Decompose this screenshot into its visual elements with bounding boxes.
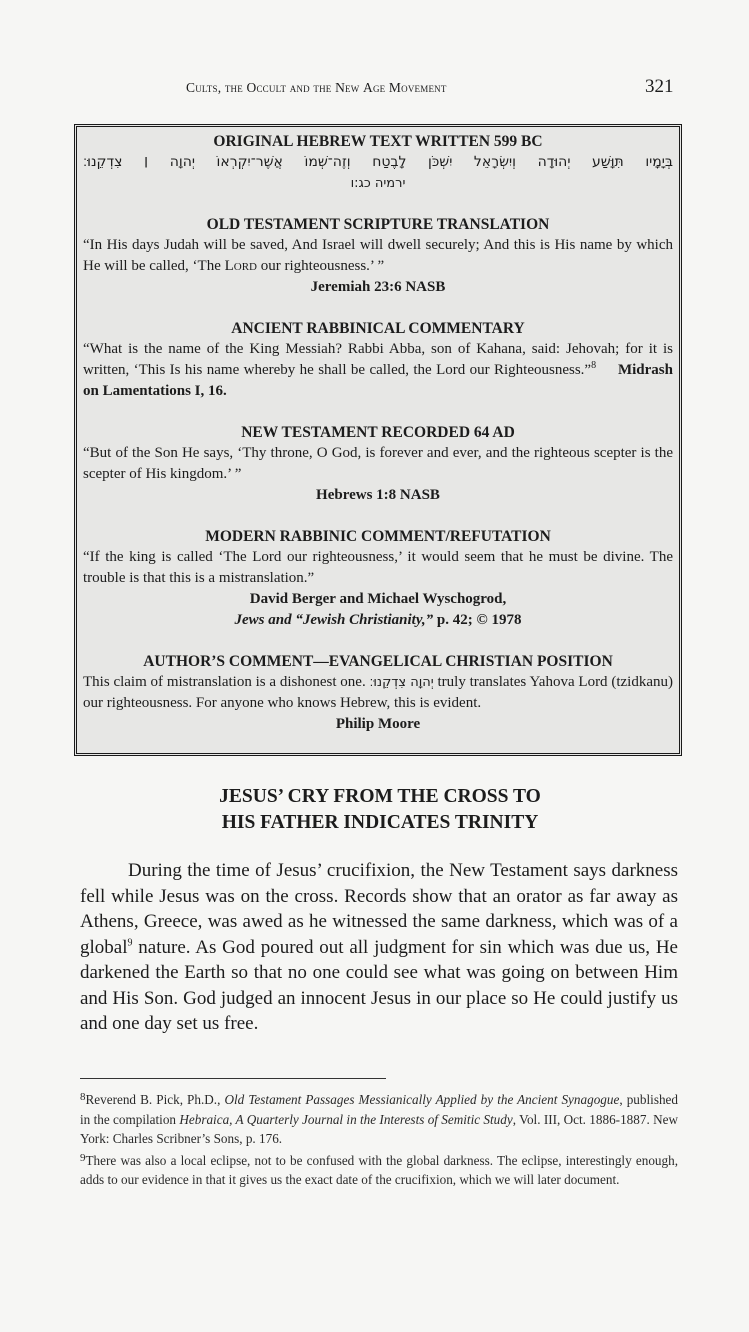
running-head-part: ccult and the xyxy=(256,80,336,95)
section-title: OLD TESTAMENT SCRIPTURE TRANSLATION xyxy=(206,216,550,233)
quote-text xyxy=(83,235,673,277)
footnote-ref: 8 xyxy=(591,360,597,371)
running-head-part: ew xyxy=(345,80,363,95)
section-title: ORIGINAL HEBREW TEXT WRITTEN 599 BC xyxy=(213,133,543,150)
page-number: 321 xyxy=(645,76,674,97)
quote-text: “If the king is called ‘The Lord our righteousness,’ it would seem that he must be divine. The trouble is that this is a mistranslation.” xyxy=(83,549,673,586)
footnote-part: , Vol. III, Oct. 1886-1887. New York: Charles Scribner’s Sons, p. 176. xyxy=(80,1111,678,1146)
signature: Philip Moore xyxy=(335,716,421,732)
running-head-part: ults, the xyxy=(195,80,247,95)
running-head-part: ge xyxy=(372,80,389,95)
section-rabbinical-commentary xyxy=(83,318,673,402)
running-head-initial: O xyxy=(246,80,257,95)
section-author-comment xyxy=(83,651,673,735)
heading-line: JESUS’ CRY FROM THE CROSS TO xyxy=(219,786,541,807)
running-head-initial: A xyxy=(362,80,373,95)
footnote-part: Reverend B. Pick, Ph.D., xyxy=(85,1092,225,1107)
comment-text xyxy=(83,672,673,714)
heading-line: HIS FATHER INDICATES TRINITY xyxy=(221,812,539,833)
footnote-journal: Hebraica, A Quarterly Journal in the Interests of Semitic Study xyxy=(179,1111,513,1127)
small-caps-lord: Lord xyxy=(224,258,257,274)
footnote-9 xyxy=(80,1149,678,1190)
citation: Hebrews 1:8 NASB xyxy=(316,487,440,503)
hebrew-verse: בְּיָמָיו תִּוָּשַׁע יְהוּדָה וְיִשְׂרָאֵל יִשְׁכֹּן לָבֶטַח וְזֶה־שְּׁמוֹ אֲשֶׁר־יִקְרְאוֹ יְהוָה ׀ צִדְקֵנוּ׃ xyxy=(83,154,673,170)
footnotes xyxy=(80,1088,678,1190)
section-ot-translation xyxy=(83,214,673,298)
footnote-number: 9 xyxy=(80,1151,86,1164)
section-modern-refutation xyxy=(83,526,673,631)
footnote-part: There was also a local eclipse, not to be confused with the global darkness. The eclipse, interestingly enough, adds to our evidence in that it gives us the exact date of the crucifixion, which we will later document. xyxy=(80,1152,678,1187)
citation-author: David Berger and Michael Wyschogrod, xyxy=(249,591,507,607)
section-nt-recorded xyxy=(83,422,673,506)
section-title: MODERN RABBINIC COMMENT/REFUTATION xyxy=(205,528,551,545)
footnote-number: 8 xyxy=(80,1091,86,1103)
section-title: NEW TESTAMENT RECORDED 64 AD xyxy=(241,424,515,441)
quote-part: “What is the name of the King Messiah? Rabbi Abba, son of Kahana, said: Jehovah; for it is written, ‘This Is his name whereby he shall be called, the Lord our Righteousness.” xyxy=(83,341,673,378)
quote-part: our righteousness.’ ” xyxy=(257,258,385,274)
running-head-part: ovement xyxy=(401,80,447,95)
paragraph-part: nature. As God poured out all judgment for sin which was due us, He darkened the Earth so that no one could see what was going on between Him and His Son. God judged an innocent Jesus in our place so He could justify us and one day set us free. xyxy=(80,936,678,1034)
citation: Midrash on Lamentations I, 16. xyxy=(83,362,673,399)
citation-work xyxy=(83,610,673,631)
footnote-title: Old Testament Passages Messianically Applied by the Ancient Synagogue xyxy=(224,1092,620,1107)
work-title: Jews and “Jewish Christianity,” xyxy=(234,612,434,628)
quote-text: “But of the Son He says, ‘Thy throne, O God, is forever and ever, and the righteous scepter is the scepter of His kingdom.’ ” xyxy=(83,445,673,482)
section-heading xyxy=(80,784,680,836)
running-head-initial: M xyxy=(388,80,402,95)
work-details: p. 42; © 1978 xyxy=(433,612,522,628)
section-title: ANCIENT RABBINICAL COMMENTARY xyxy=(231,320,525,337)
comment-part: truly translates Yahova Lord (tzidkanu) our righteousness. For anyone who knows Hebrew, this is evident. xyxy=(83,674,673,711)
section-title: AUTHOR’S COMMENT—EVANGELICAL CHRISTIAN POSITION xyxy=(143,653,613,670)
footnote-part: , published in the compilation xyxy=(80,1092,678,1127)
quote-part: “In His days Judah will be saved, And Israel will dwell securely; And this is His name by which He will be called, ‘The xyxy=(83,237,673,274)
footnote-8 xyxy=(80,1088,678,1149)
running-head-initial: N xyxy=(335,80,346,95)
quote-text xyxy=(83,339,673,402)
comparison-box xyxy=(74,124,682,756)
paragraph-part: During the time of Jesus’ crucifixion, the New Testament says darkness fell while Jesus was on the cross. Records show that an orator as far away as Athens, Greece, was awed as he witnessed the same darkness, which was of a global xyxy=(80,860,678,958)
body-paragraph xyxy=(80,858,678,1037)
running-head xyxy=(186,80,447,96)
hebrew-phrase: יְהוָה צִדְקֵנוּ׃ xyxy=(369,675,434,690)
comment-part: This claim of mistranslation is a dishonest one. xyxy=(83,674,370,690)
footnote-divider xyxy=(80,1078,386,1079)
footnote-ref: 9 xyxy=(127,937,133,949)
citation: Jeremiah 23:6 NASB xyxy=(310,279,446,295)
hebrew-reference: ירמיה כג:ו xyxy=(350,176,406,191)
running-head-initial: C xyxy=(186,80,196,95)
section-original-hebrew xyxy=(83,131,673,194)
